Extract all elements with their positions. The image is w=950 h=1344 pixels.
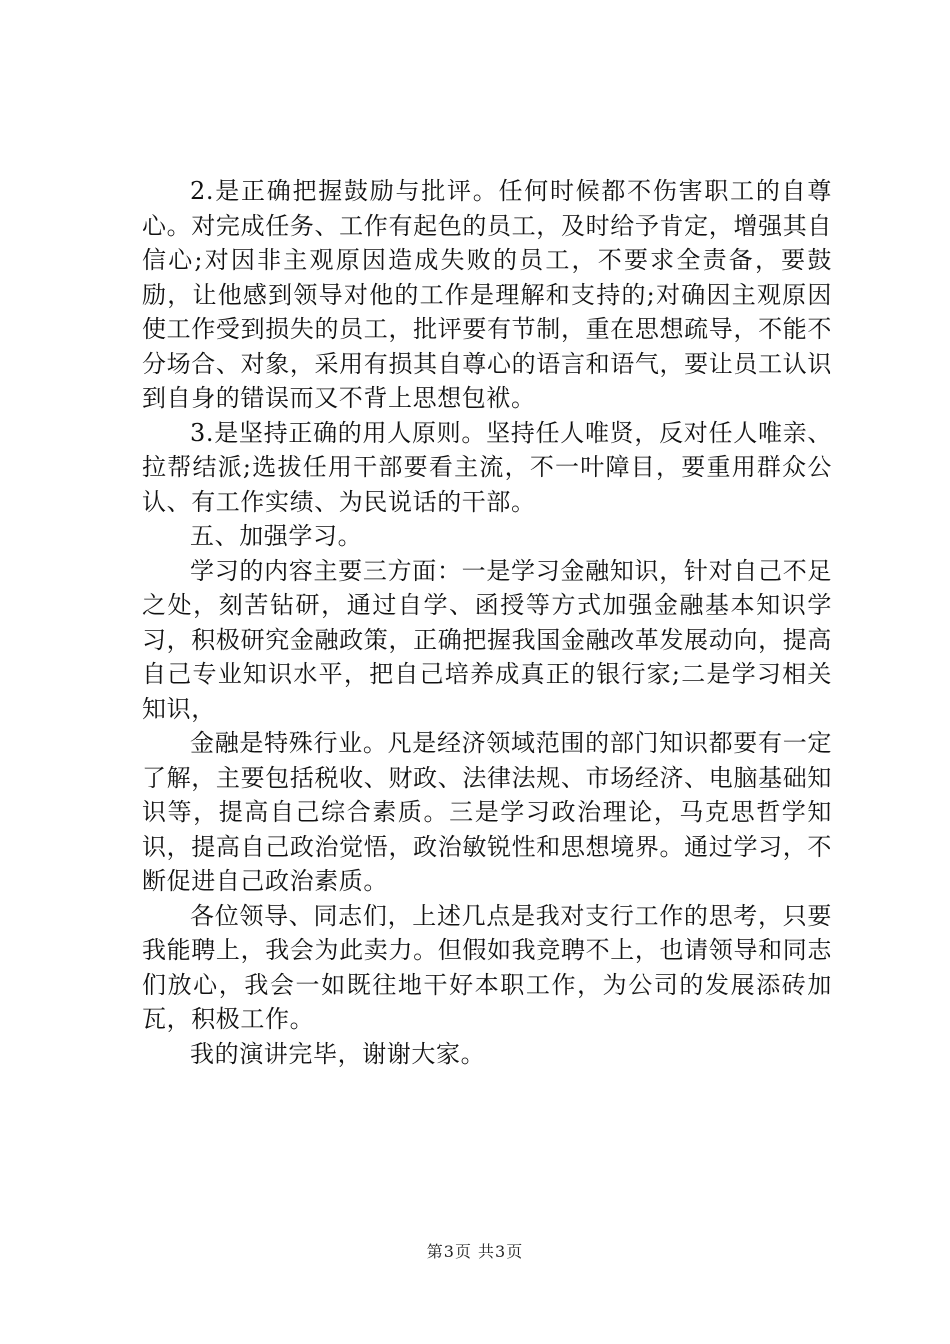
- paragraph-employment-principle: 3.是坚持正确的用人原则。坚持任人唯贤，反对任人唯亲、拉帮结派;选拔任用干部要看主流，不一叶障目，要重用群众公认、有工作实绩、为民说话的干部。: [142, 418, 832, 516]
- section-heading-study: 五、加强学习。: [190, 522, 363, 550]
- page-number-footer: 第3页 共3页: [426, 1242, 524, 1261]
- document-body: [142, 174, 832, 1071]
- paragraph-finance-industry: 金融是特殊行业。凡是经济领域范围的部门知识都要有一定了解，主要包括税收、财政、法律法规、市场经济、电脑基础知识等，提高自己综合素质。三是学习政治理论，马克思哲学知识，提高自己政治觉悟，政治敏锐性和思想境界。通过学习，不断促进自己政治素质。: [142, 729, 832, 895]
- paragraph-closing-commitment: 各位领导、同志们，上述几点是我对支行工作的思考，只要我能聘上，我会为此卖力。但假如我竞聘不上，也请领导和同志们放心，我会一如既往地干好本职工作，为公司的发展添砖加瓦，积极工作。: [142, 901, 832, 1033]
- paragraph-study-content: 学习的内容主要三方面：一是学习金融知识，针对自己不足之处，刻苦钻研，通过自学、函授等方式加强金融基本知识学习，积极研究金融政策，正确把握我国金融改革发展动向，提高自己专业知识水平，把自己培养成真正的银行家;二是学习相关知识，: [142, 556, 832, 723]
- paragraph-thanks: 我的演讲完毕，谢谢大家。: [190, 1039, 486, 1068]
- paragraph-encouragement-criticism: 2.是正确把握鼓励与批评。任何时候都不伤害职工的自尊心。对完成任务、工作有起色的员工，及时给予肯定，增强其自信心;对因非主观原因造成失败的员工，不要求全责备，要鼓励，让他感到领导对他的工作是理解和支持的;对确因主观原因使工作受到损失的员工，批评要有节制，重在思想疏导，不能不分场合、对象，采用有损其自尊心的语言和语气，要让员工认识到自身的错误而又不背上思想包袱。: [142, 177, 832, 412]
